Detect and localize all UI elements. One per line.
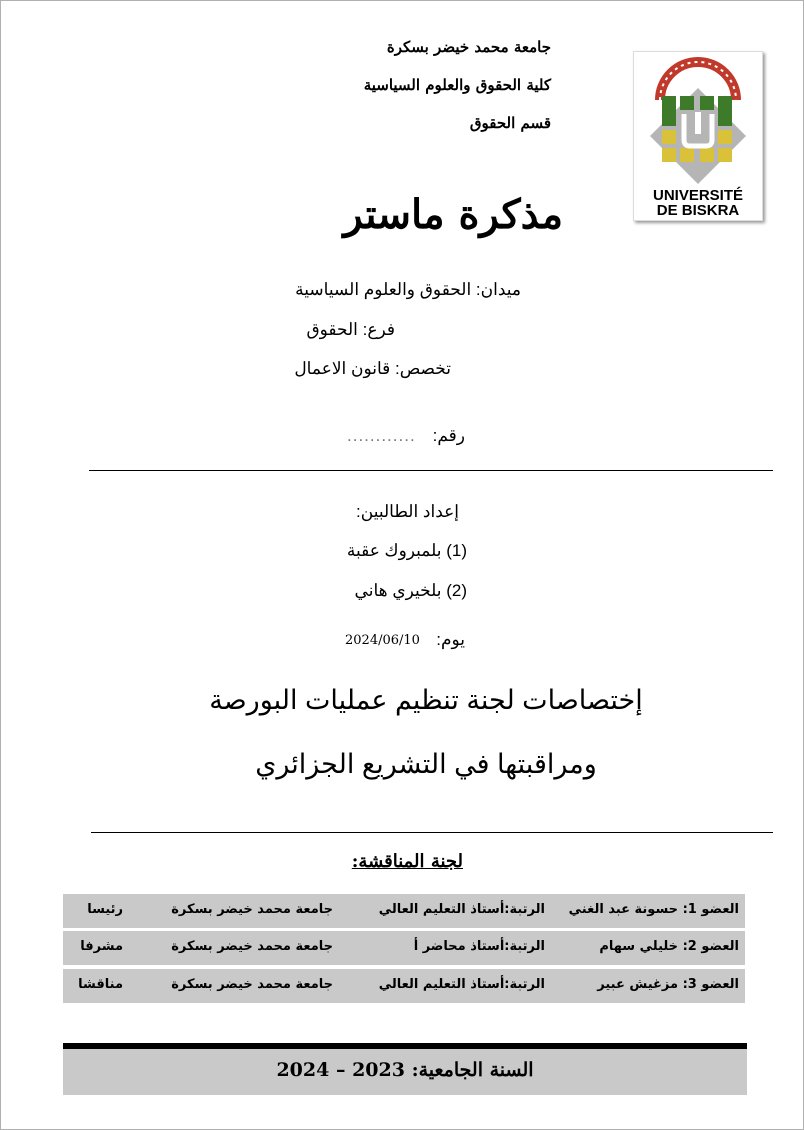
committee-rank-1: الرتبة:أستاذ التعليم العالي [378,902,545,917]
divider-bottom [91,832,773,833]
field-domain: ميدان: الحقوق والعلوم السياسية [295,280,521,299]
committee-row-3 [63,969,745,1003]
committee-role-1: رئيسا [87,902,123,917]
number-value: ............ [347,426,416,445]
committee-rank-2: الرتبة:أستاذ محاضر أ [413,939,545,954]
date-label: يوم: [436,630,465,649]
faculty-name: كلية الحقوق والعلوم السياسية [363,76,551,94]
committee-university-3: جامعة محمد خيضر بسكرة [171,977,333,992]
university-logo [633,51,763,221]
student-2: (2) بلخيري هاني [354,581,467,600]
committee-row-1 [63,894,745,928]
thesis-title-line1: إختصاصات لجنة تنظيم عمليات البورصة [209,685,643,715]
committee-heading: لجنة المناقشة: [351,851,463,872]
committee-university-1: جامعة محمد خيضر بسكرة [171,902,333,917]
student-1: (1) بلمبروك عقبة [346,541,467,560]
committee-member-3: العضو 3: مزغيش عبير [597,977,739,992]
number-label: رقم: [432,426,465,445]
committee-role-3: مناقشا [78,977,123,992]
divider-top [89,470,773,471]
committee-member-2: العضو 2: خليلي سهام [599,939,739,954]
document-type: مذكرة ماستر [343,191,563,238]
field-specialty: تخصص: قانون الاعمال [294,359,451,378]
field-branch: فرع: الحقوق [306,320,395,339]
committee-member-1: العضو 1: حسونة عبد الغني [568,902,739,917]
committee-rank-3: الرتبة:أستاذ التعليم العالي [378,977,545,992]
academic-year: السنة الجامعية: 2023 – 2024 [276,1059,534,1081]
university-name: جامعة محمد خيضر بسكرة [386,38,551,56]
thesis-title-line2: ومراقبتها في التشريع الجزائري [255,749,597,779]
biskra-logo-icon [634,52,762,220]
committee-university-2: جامعة محمد خيضر بسكرة [171,939,333,954]
department-name: قسم الحقوق [469,114,551,132]
committee-role-2: مشرفا [80,939,123,954]
academic-year-bar [63,1043,747,1095]
committee-row-2 [63,931,745,965]
date-value: 2024/06/10 [345,633,420,648]
svg-text:DE BISKRA: DE BISKRA [656,202,740,219]
students-heading: إعداد الطالبين: [356,502,459,521]
svg-text:UNIVERSITÉ: UNIVERSITÉ [652,187,744,204]
